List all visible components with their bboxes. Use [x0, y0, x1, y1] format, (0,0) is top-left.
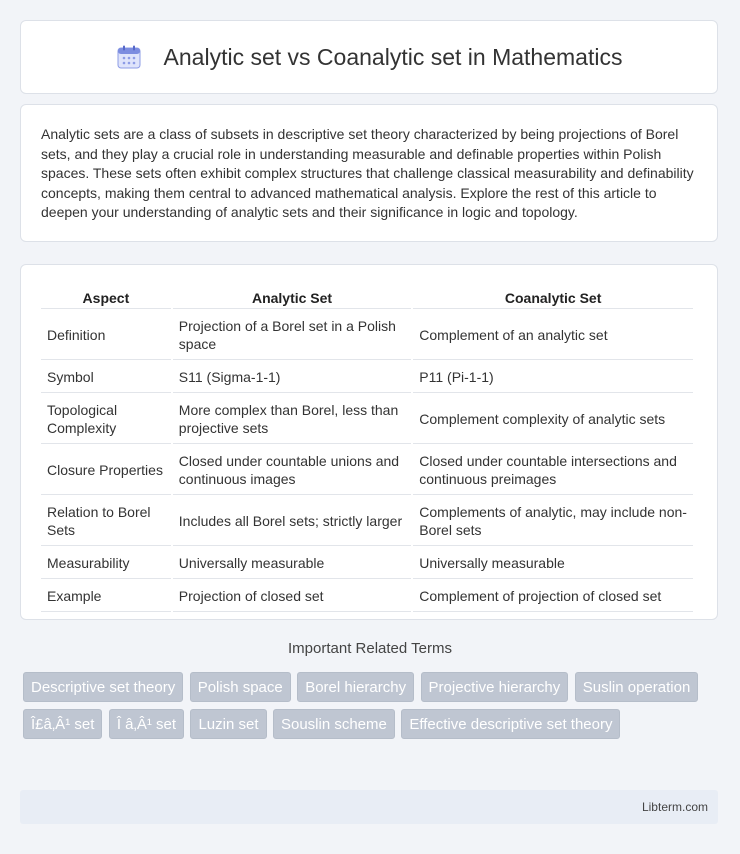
tag-suslin-operation[interactable]: Suslin operation	[575, 672, 699, 702]
header-card	[20, 20, 718, 94]
footer	[20, 790, 718, 824]
tag-pi-1-1-set[interactable]: Î â‚Â¹ set	[109, 709, 184, 739]
table-row	[41, 362, 693, 393]
table-cell: Topological Complexity	[41, 395, 171, 444]
table-cell: Definition	[41, 311, 171, 360]
table-cell: Example	[41, 581, 171, 612]
table-cell: Symbol	[41, 362, 171, 393]
comparison-table-card	[20, 264, 718, 620]
tag-sigma-1-1-set[interactable]: Î£â‚Â¹ set	[23, 709, 102, 739]
table-cell: Closed under countable unions and continuous images	[173, 446, 411, 495]
tag-luzin-set[interactable]: Luzin set	[190, 709, 266, 739]
table-row	[41, 548, 693, 579]
table-cell: Complement complexity of analytic sets	[413, 395, 693, 444]
table-row	[41, 497, 693, 546]
related-terms-title: Important Related Terms	[288, 640, 452, 657]
table-cell: Complement of projection of closed set	[413, 581, 693, 612]
intro-text: Analytic sets are a class of subsets in descriptive set theory characterized by being projections of Borel sets, and they play a crucial role in understanding measurable and definable properties within Polish spaces. These sets often exhibit complex structures that challenge classical measurability and definability concepts, making them central to advanced mathematical analysis. Explore the rest of this article to deepen your understanding of analytic sets and their significance in logic and topology.	[41, 126, 694, 220]
table-row	[41, 311, 693, 360]
table-row	[41, 446, 693, 495]
tag-projective-hierarchy[interactable]: Projective hierarchy	[421, 672, 569, 702]
table-cell: Projection of a Borel set in a Polish space	[173, 311, 411, 360]
table-row	[41, 581, 693, 612]
table-cell: Universally measurable	[173, 548, 411, 579]
table-cell: Complements of analytic, may include non-Borel sets	[413, 497, 693, 546]
table-cell: Closed under countable intersections and continuous preimages	[413, 446, 693, 495]
footer-brand[interactable]: Libterm.com	[641, 800, 708, 814]
table-cell: Includes all Borel sets; strictly larger	[173, 497, 411, 546]
page-title: Analytic set vs Coanalytic set in Mathematics	[163, 43, 623, 70]
header-analytic-set: Analytic Set	[173, 287, 411, 309]
tag-polish-space[interactable]: Polish space	[190, 672, 291, 702]
header-aspect: Aspect	[41, 287, 171, 309]
table-cell: P11 (Pi-1-1)	[413, 362, 693, 393]
intro-card	[20, 104, 718, 242]
table-cell: More complex than Borel, less than projective sets	[173, 395, 411, 444]
table-header-row	[41, 287, 693, 309]
tag-descriptive-set-theory[interactable]: Descriptive set theory	[23, 672, 183, 702]
table-row	[41, 395, 693, 444]
related-terms-list	[23, 672, 723, 746]
table-cell: Relation to Borel Sets	[41, 497, 171, 546]
table-cell: Closure Properties	[41, 446, 171, 495]
tag-effective-descriptive-set-theory[interactable]: Effective descriptive set theory	[401, 709, 620, 739]
tag-borel-hierarchy[interactable]: Borel hierarchy	[297, 672, 414, 702]
header-coanalytic-set: Coanalytic Set	[413, 287, 693, 309]
table-cell: Universally measurable	[413, 548, 693, 579]
table-cell: S11 (Sigma-1-1)	[173, 362, 411, 393]
comparison-table	[39, 285, 695, 614]
calendar-icon	[116, 44, 142, 70]
table-cell: Complement of an analytic set	[413, 311, 693, 360]
tag-souslin-scheme[interactable]: Souslin scheme	[273, 709, 395, 739]
table-cell: Measurability	[41, 548, 171, 579]
table-cell: Projection of closed set	[173, 581, 411, 612]
